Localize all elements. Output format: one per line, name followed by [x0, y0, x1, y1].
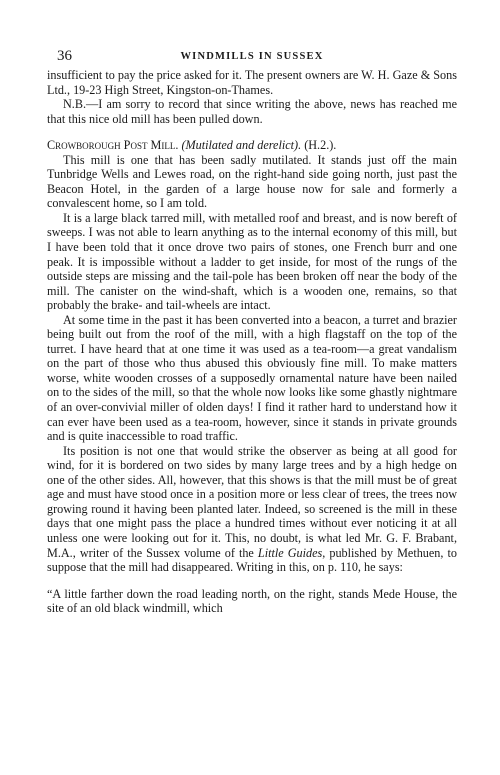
mill-status: (Mutilated and derelict).: [181, 138, 302, 153]
paragraph-location: This mill is one that has been sadly mutilated. It stands just off the main Tunbridge Wells and Lewes road, on the right-hand side going north, just past the Beacon Hotel, in the garden of a large house now for sale and formerly a convalescent home, so I am told.: [47, 152, 457, 211]
book-page: [47, 48, 457, 616]
block-quote: “A little farther down the road leading north, on the right, stands Mede House, the site of an old black windmill, which: [47, 586, 457, 616]
running-title: WINDMILLS IN SUSSEX: [180, 51, 324, 62]
page-number: 36: [57, 48, 72, 64]
paragraph-position-text-b: , published by Methuen, to suppose that the mill had disappeared. Writing in this, on p. 110, he says:: [47, 545, 457, 575]
paragraph-position: [47, 444, 457, 575]
paragraph-position-text-a: Its position is not one that would strike the observer as being at all good for wind, for it is bordered on two sides by many large trees and by a high hedge on one of the other sides. All, however, that this shows is that the mill must be of great age and must have stood once in a position more or less clear of trees, the trees now growing round it having been planted later. Indeed, so screened is the mill in these days that one might pass the place a hundred times without ever noticing it at all unless one were looking out for it. This, no doubt, is what led Mr. G. F. Brabant, M.A., writer of the Sussex volume of the: [47, 443, 457, 560]
running-head: [47, 48, 457, 66]
book-title: Little Guides: [257, 545, 323, 560]
body-text: [47, 68, 457, 616]
paragraph-note: N.B.—I am sorry to record that since writing the above, news has reached me that this nice old mill has been pulled down.: [47, 97, 457, 126]
mill-name: Crowborough Post Mill.: [47, 138, 179, 153]
paragraph-history: At some time in the past it has been converted into a beacon, a turret and brazier being built out from the roof of the mill, with a high flagstaff on the top of the turret. I have heard that at one time it was used as a tea-room—a great vandalism on the part of those who thus abused this obviously fine mill. To make matters worse, white wooden crosses of a supposedly ornamental nature have been nailed on to the sides of the mill, so that the whole now looks like some ghastly nightmare of an over-convivial miller of olden days! I find it rather hard to understand how it can ever have been used as a tea-room, however, since it stands in private grounds and is quite inaccessible to road traffic.: [47, 312, 457, 444]
section-heading: [47, 138, 457, 153]
paragraph-description: It is a large black tarred mill, with metalled roof and breast, and is now bereft of sweeps. I was not able to learn anything as to the internal economy of this mill, but I have been told that it once drove two pairs of stones, one French burr and one peak. It is impossible without a ladder to get inside, for most of the rungs of the outside steps are missing and the tail-pole has been broken off near the body of the mill. The canister on the wind-shaft, which is a wooden one, remains, so that probably the brake- and tail-wheels are intact.: [47, 210, 457, 313]
mill-reference: (H.2.).: [304, 138, 337, 153]
paragraph-continuation: insufficient to pay the price asked for it. The present owners are W. H. Gaze & Sons Ltd., 19-23 High Street, Kingston-on-Thames.: [47, 68, 457, 97]
